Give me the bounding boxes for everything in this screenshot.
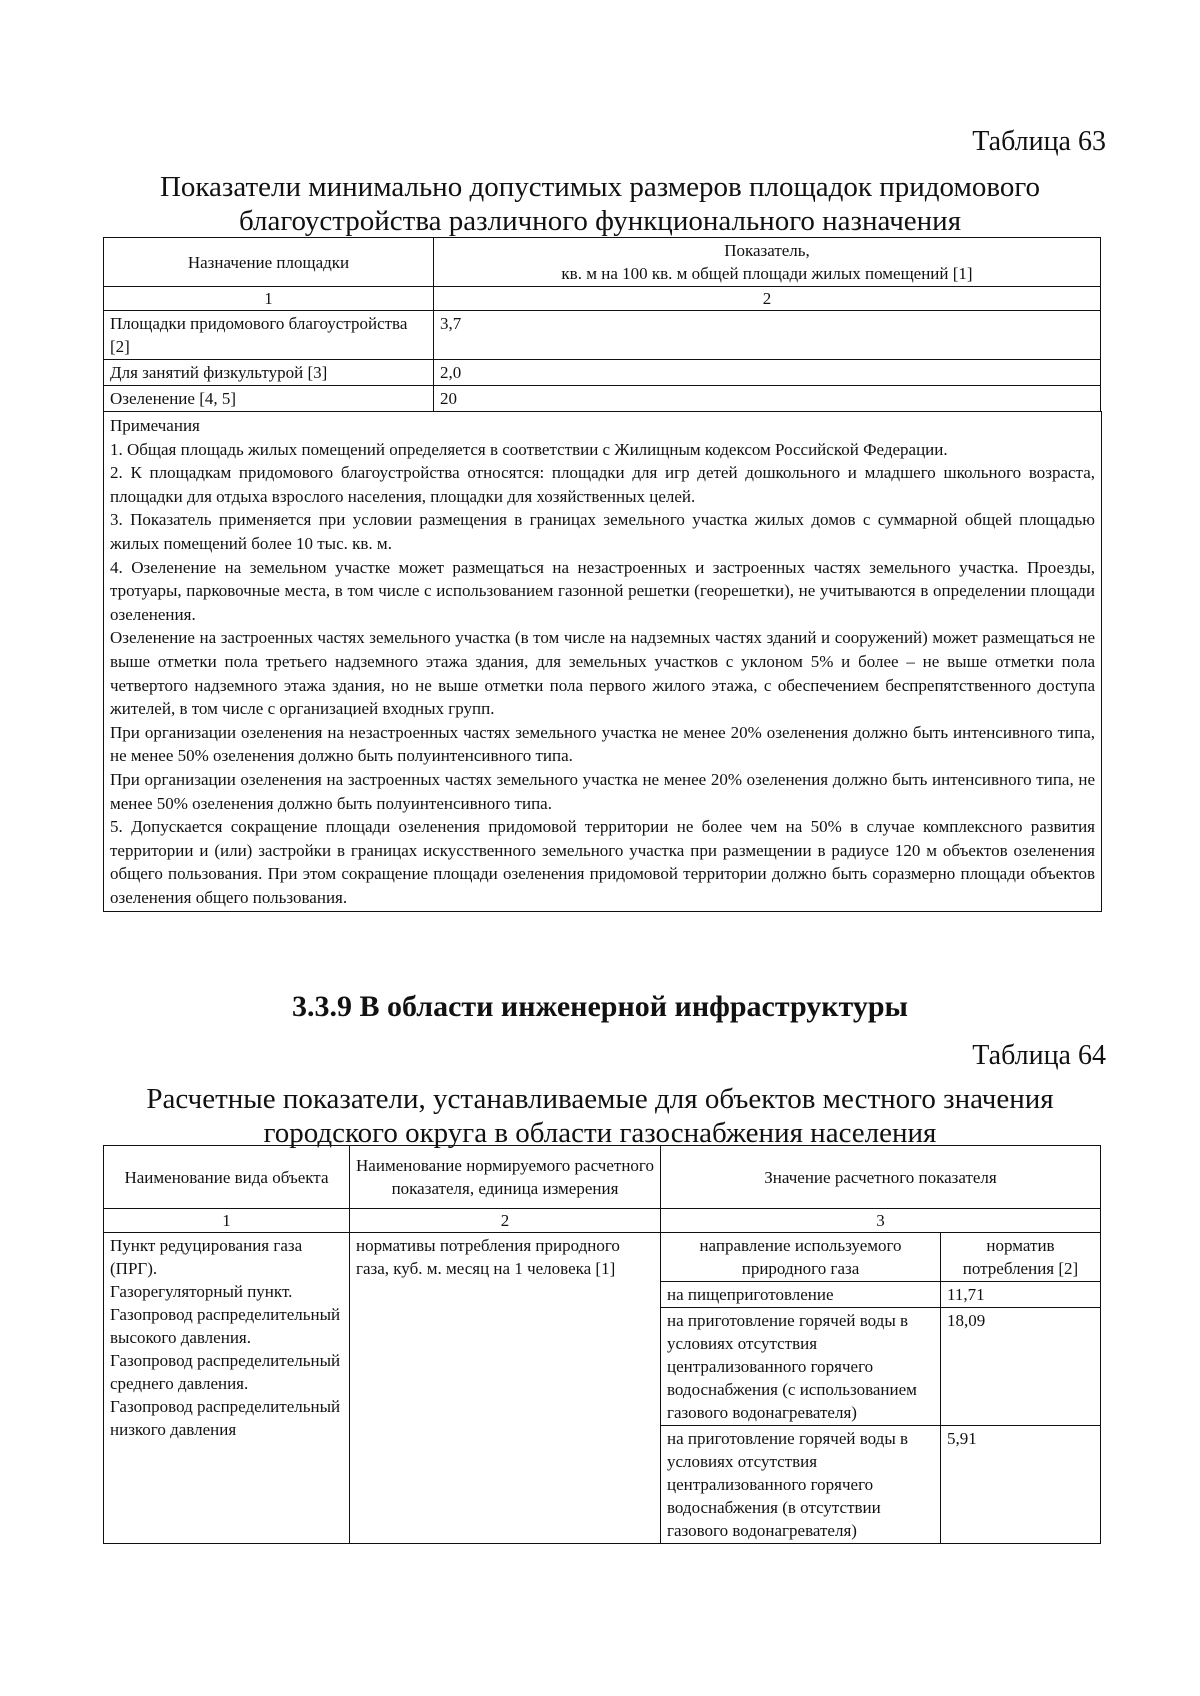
notes-title: Примечания (110, 416, 200, 435)
table-64-value: 5,91 (941, 1426, 1101, 1544)
note-paragraph: При организации озеленения на незастроенных частях земельного участка не менее 20% озеленения должно быть интенсивного типа, не менее 50% озеленения должно быть полуинтенсивного типа. (110, 722, 1095, 766)
table-63-row-value: 20 (434, 386, 1101, 412)
table-64-col-number: 1 (104, 1209, 350, 1233)
object-line: Газопровод распределительный высокого давления. (110, 1305, 341, 1347)
note-paragraph: Озеленение на застроенных частях земельного участка (в том числе на надземных частях зданий и сооружений) может размещаться не выше отметки пола третьего надземного этажа здания, для земельных участков с уклоном 5% и более – не выше отметки пола четвертого надземного этажа здания, но не выше отметки пола первого жилого этажа, с обеспечением беспрепятственного доступа жителей, в том числе с организацией входных групп. (110, 628, 1095, 719)
table-63-row-value: 2,0 (434, 360, 1101, 386)
table-63-caption (100, 170, 1100, 238)
table-63-number-row (104, 287, 1101, 311)
note-paragraph: 4. Озеленение на земельном участке может размещаться на незастроенных и застроенных частях земельного участка. Проезды, тротуары, парковочные места, в том числе с использованием газонной решетки (георешетки), не учитываются в определении площади озеленения. (110, 557, 1095, 624)
table-63-col-number: 1 (104, 287, 434, 311)
section-heading: 3.3.9 В области инженерной инфраструктуры (292, 990, 908, 1023)
table-63 (103, 237, 1101, 412)
table-63-label: Таблица 63 (972, 126, 1106, 157)
table-row (104, 1233, 1101, 1282)
note-paragraph: 1. Общая площадь жилых помещений определяется в соответствии с Жилищным кодексом Российской Федерации. (110, 439, 948, 459)
table-64-caption (100, 1082, 1100, 1150)
table-64-label: Таблица 64 (972, 1040, 1106, 1071)
note-paragraph: 5. Допускается сокращение площади озеленения придомовой территории не более чем на 50% в случае комплексного развития территории и (или) застройки в границах искусственного земельного участка при размещении в радиусе 120 м объектов озеленения общего пользования. При этом сокращение площади озеленения придомовой территории должно быть соразмерно площади объектов озеленения общего пользования. (110, 817, 1095, 907)
table-63-caption-line-1: Показатели минимально допустимых размеров площадок придомового (159, 171, 1041, 203)
table-64-value: 18,09 (941, 1308, 1101, 1426)
table-64-col-number: 3 (661, 1209, 1101, 1233)
table-63-row-name: Для занятий физкультурой [3] (104, 360, 434, 386)
table-64 (103, 1145, 1101, 1544)
object-line: Газорегуляторный пункт. (110, 1282, 293, 1301)
table-64-caption-line-1: Расчетные показатели, устанавливаемые для объектов местного значения (146, 1083, 1054, 1115)
table-64-header-object: Наименование вида объекта (104, 1146, 350, 1209)
table-63-notes (103, 411, 1102, 912)
table-64-caption-line-2: городского округа в области газоснабжения населения (263, 1117, 937, 1149)
table-row (104, 386, 1101, 412)
table-63-caption-line-2: благоустройства различного функционального назначения (238, 205, 962, 237)
table-63-header-indicator (434, 238, 1101, 287)
table-64-subheader-norm: норматив потребления [2] (941, 1233, 1101, 1282)
note-paragraph: 2. К площадкам придомового благоустройства относятся: площадки для игр детей дошкольного и младшего школьного возраста, площадки для отдыха взрослого населения, площадки для хозяйственных целей. (110, 463, 1095, 506)
table-row (104, 360, 1101, 386)
table-63-header-indicator-line-1: Показатель, (724, 241, 810, 260)
table-63-row-value: 3,7 (434, 311, 1101, 360)
note-paragraph: При организации озеленения на застроенных частях земельного участка не менее 20% озеленения должно быть интенсивного типа, не менее 50% озеленения должно быть полуинтенсивного типа. (110, 769, 1095, 813)
table-64-direction: на приготовление горячей воды в условиях отсутствия централизованного горячего водоснабжения (с использованием газового водонагревателя) (661, 1308, 941, 1426)
table-63-header-indicator-line-2: кв. м на 100 кв. м общей площади жилых помещений [1] (561, 264, 973, 283)
table-64-value: 11,71 (941, 1282, 1101, 1308)
table-64-object-cell (104, 1233, 350, 1544)
table-63-row-name: Озеленение [4, 5] (104, 386, 434, 412)
table-64-direction: на пищеприготовление (661, 1282, 941, 1308)
table-63-col-number: 2 (434, 287, 1101, 311)
object-line: Газопровод распределительный низкого давления (110, 1397, 341, 1439)
table-64-indicator-cell: нормативы потребления природного газа, куб. м. месяц на 1 человека [1] (350, 1233, 661, 1544)
table-64-header-indicator: Наименование нормируемого расчетного показателя, единица измерения (350, 1146, 661, 1209)
table-row (104, 311, 1101, 360)
table-63-header-row (104, 238, 1101, 287)
table-63-header-purpose: Назначение площадки (104, 238, 434, 287)
table-64-number-row (104, 1209, 1101, 1233)
table-64-header-row (104, 1146, 1101, 1209)
table-64-subheader-direction: направление используемого природного газа (661, 1233, 941, 1282)
note-paragraph: 3. Показатель применяется при условии размещения в границах земельного участка жилых домов с суммарной общей площадью жилых помещений более 10 тыс. кв. м. (110, 510, 1095, 553)
table-64-header-value: Значение расчетного показателя (661, 1146, 1101, 1209)
table-63-row-name: Площадки придомового благоустройства [2] (104, 311, 434, 360)
table-64-direction: на приготовление горячей воды в условиях отсутствия централизованного горячего водоснабжения (в отсутствии газового водонагревателя) (661, 1426, 941, 1544)
object-line: Пункт редуцирования газа (ПРГ). (110, 1236, 303, 1278)
object-line: Газопровод распределительный среднего давления. (110, 1351, 341, 1393)
table-64-col-number: 2 (350, 1209, 661, 1233)
